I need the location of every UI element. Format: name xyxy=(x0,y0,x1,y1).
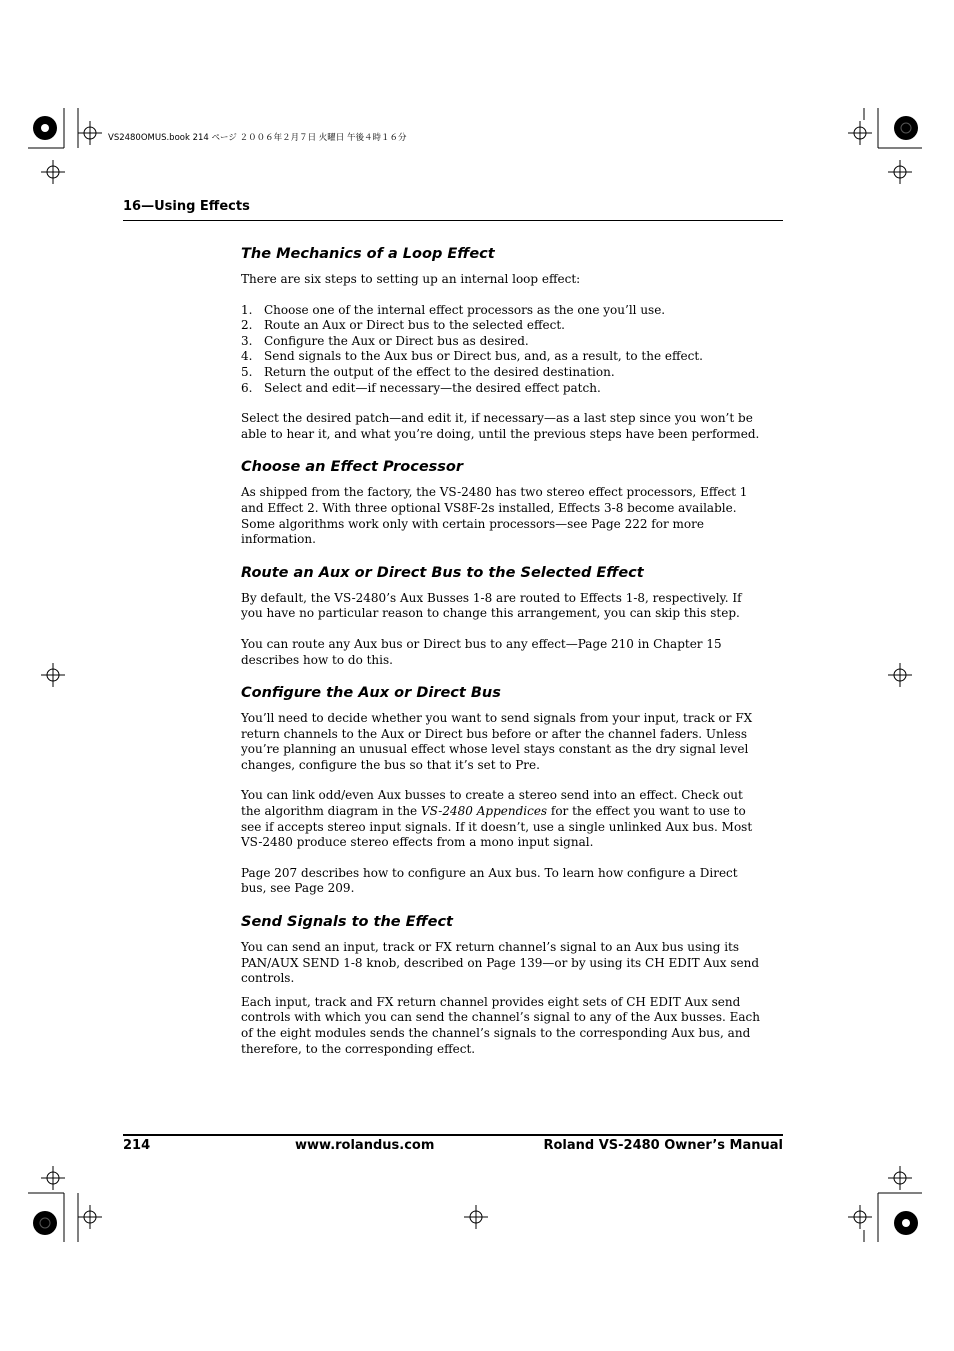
footer-rule xyxy=(123,1134,783,1136)
list-text: Configure the Aux or Direct bus as desired. xyxy=(264,333,529,348)
list-text: Choose one of the internal effect processors as the one you’ll use. xyxy=(264,302,666,317)
footer-manual-title: Roland VS-2480 Owner’s Manual xyxy=(543,1138,783,1153)
book-title: VS-2480 Appendices xyxy=(420,804,548,819)
main-content xyxy=(241,244,761,1072)
print-slug: VS2480OMUS.book 214 ページ ２００６年２月７日 火曜日 午後４時１６分 xyxy=(108,133,407,143)
paragraph: You’ll need to decide whether you want to send signals from your input, track or FX return channels to the Aux or Direct bus before or after the channel faders. Unless you’re planning an unusual effect whose level stays constant as the dry signal level changes, configure the bus so that it’s set to Pre. xyxy=(241,711,753,772)
steps-list xyxy=(241,303,761,397)
list-item xyxy=(241,365,761,381)
header-rule xyxy=(123,220,783,221)
section-heading: Configure the Aux or Direct Bus xyxy=(241,685,501,702)
list-number: 1. xyxy=(241,302,253,317)
paragraph: Page 207 describes how to configure an Aux bus. To learn how configure a Direct bus, see Page 209. xyxy=(241,865,738,896)
section-heading: Choose an Effect Processor xyxy=(241,459,464,476)
list-item xyxy=(241,349,761,365)
footer-website: www.rolandus.com xyxy=(295,1138,435,1153)
page-number: 214 xyxy=(123,1138,151,1153)
list-text: Return the output of the effect to the desired destination. xyxy=(264,364,615,379)
list-number: 4. xyxy=(241,349,253,364)
running-header: 16—Using Effects xyxy=(123,199,250,214)
paragraph: You can send an input, track or FX return channel’s signal to an Aux bus using its PAN/AUX SEND 1-8 knob, described on Page 139—or by using its CH EDIT Aux send controls. xyxy=(241,940,760,986)
paragraph-text: for the effect you want to use to see if accepts stereo input signals. If it doesn’t, use a single unlinked Aux bus. Most VS-2480 produce stereo effects from a mono input signal. xyxy=(241,804,753,850)
list-text: Send signals to the Aux bus or Direct bus, and, as a result, to the effect. xyxy=(264,349,703,364)
paragraph: You can route any Aux bus or Direct bus to any effect—Page 210 in Chapter 15 describes how to do this. xyxy=(241,636,722,667)
paragraph: Select the desired patch—and edit it, if necessary—as a last step since you won’t be able to hear it, and what you’re doing, until the previous steps have been performed. xyxy=(241,411,760,441)
section-heading: Route an Aux or Direct Bus to the Selected Effect xyxy=(241,564,644,581)
paragraph-text: You can link odd/even Aux busses to create a stereo send into an effect. Check out the algorithm diagram in the xyxy=(241,788,743,819)
list-number: 5. xyxy=(241,364,253,379)
list-text: Select and edit—if necessary—the desired effect patch. xyxy=(264,380,601,395)
paragraph: As shipped from the factory, the VS-2480 has two stereo effect processors, Effect 1 and Effect 2. With three optional VS8F-2s installed, Effects 3-8 become available. Some algorithms work only with certain processors—see Page 222 for more information. xyxy=(241,485,748,547)
list-item xyxy=(241,381,761,397)
paragraph: There are six steps to setting up an internal loop effect: xyxy=(241,272,581,286)
paragraph: Each input, track and FX return channel provides eight sets of CH EDIT Aux send controls with which you can send the channel’s signal to any of the Aux busses. Each of the eight modules sends the channel’s signals to the corresponding Aux bus, and therefore, to the corresponding effect. xyxy=(241,994,760,1056)
list-text: Route an Aux or Direct bus to the selected effect. xyxy=(264,318,565,333)
list-number: 2. xyxy=(241,318,253,333)
section-heading: Send Signals to the Effect xyxy=(241,914,453,931)
list-number: 3. xyxy=(241,333,253,348)
list-item xyxy=(241,303,761,319)
paragraph xyxy=(241,788,761,850)
list-item xyxy=(241,334,761,350)
list-number: 6. xyxy=(241,380,253,395)
section-heading: The Mechanics of a Loop Effect xyxy=(241,246,495,262)
paragraph: By default, the VS-2480’s Aux Busses 1-8 are routed to Effects 1-8, respectively. If you have no particular reason to change this arrangement, you can skip this step. xyxy=(241,590,742,621)
list-item xyxy=(241,318,761,334)
